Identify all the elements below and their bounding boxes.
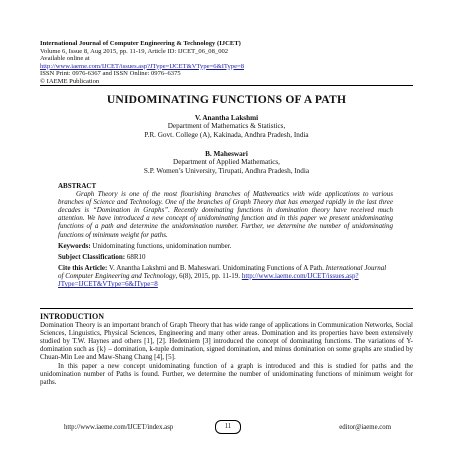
copyright-line: © IAEME Publication — [40, 77, 100, 85]
volume-line: Volume 6, Issue 8, Aug 2015, pp. 11-19, Article ID: IJCET_06_08_002 — [40, 47, 229, 55]
author-dept: Department of Applied Mathematics, — [173, 158, 280, 167]
abstract-heading: ABSTRACT — [58, 182, 97, 190]
author-inst: S.P. Women’s University, Tirupati, Andhra Pradesh, India — [143, 166, 310, 175]
author-block-2 — [0, 150, 453, 175]
issue-link[interactable]: http://www.iaeme.com/IJCET/issues.asp?JType=IJCET&VType=6&IType=8 — [40, 62, 245, 70]
cite-journal: International Journal of Computer Engineering and Technology — [58, 263, 387, 280]
cite-label: Cite this Article: — [58, 263, 108, 272]
subject-label: Subject Classification: — [58, 252, 126, 261]
abstract-section — [58, 182, 393, 288]
issn-line: ISSN Print: 0976-6367 and ISSN Online: 0976–6375 — [40, 70, 181, 78]
journal-name: International Journal of Computer Engineering & Technology (IJCET) — [40, 40, 241, 47]
subject-value: 68R10 — [126, 252, 146, 261]
introduction-heading: INTRODUCTION — [40, 312, 105, 321]
intro-paragraph-1: Domination Theory is an important branch of Graph Theory that has wide range of applications in Communication Networks, Social Sciences, Linguistics, Physical Sciences, Engineering and many other areas. Domination and its properties have been extensively studied by T.W. Haynes and others [1], [2]. Hedetniem [3] introduced the concept of dominating functions. The variations of Y-domination such as {k} – domination, k-tuple domination, signed domination, and minus domination on some graphs are studied by Chuan-Min Lee and Maw-Shang Chang [4], [5]. — [40, 321, 413, 362]
author-name: B. Maheswari — [205, 150, 248, 158]
cite-link[interactable]: http://www.iaeme.com/IJCET/issues.asp?JType=IJCET&VType=6&IType=8 — [58, 271, 359, 289]
cite-text: V. Anantha Lakshmi and B. Maheswari. Unidominating Functions of A Path. — [109, 263, 324, 272]
keywords-value: Unidominating functions, unidomination number. — [92, 241, 232, 250]
author-name: V. Anantha Lakshmi — [194, 114, 259, 122]
abstract-text: Graph Theory is one of the most flourishing branches of Mathematics with wide applications to various branches of Science and Technology. One of the branches of Graph Theory that has emerged rapidly in the last three decades is “Domination in Graphs”. Recently dominating functions in domination theory have received much attention. We have introduced a new concept of unidominating function and in this paper we present unidominating functions of a path and determine the unidomination number. Further, we determine the number of unidominating functions of minimum weight for paths. — [58, 190, 393, 239]
paper-title: UNIDOMINATING FUNCTIONS OF A PATH — [106, 93, 347, 106]
page-number: 11 — [215, 420, 241, 434]
intro-paragraph-2: In this paper a new concept unidominating function of a graph is introduced and this is studied for paths and the unidomination number of Paths is found. Further, we determine the number of unidominating functions of minimum weight for paths. — [40, 361, 413, 386]
available-online: Available online at — [40, 55, 90, 63]
author-dept: Department of Mathematics & Statistics, — [167, 122, 286, 131]
cite-block — [58, 264, 393, 288]
cite-volume: , 6(8), 2015, pp. 11-19. — [175, 271, 241, 280]
journal-header — [40, 40, 244, 86]
author-block-1 — [0, 114, 453, 139]
introduction-section — [40, 313, 413, 386]
footer-email[interactable]: editor@iaeme.com — [339, 424, 391, 431]
abstract-rule — [40, 308, 413, 309]
header-rule — [40, 85, 413, 86]
footer-url[interactable]: http://www.iaeme.com/IJCET/index.asp — [64, 424, 174, 431]
keywords-line — [58, 242, 393, 250]
subject-line — [58, 253, 393, 261]
author-inst: P.R. Govt. College (A), Kakinada, Andhra Pradesh, India — [144, 130, 309, 139]
keywords-label: Keywords: — [58, 241, 91, 250]
